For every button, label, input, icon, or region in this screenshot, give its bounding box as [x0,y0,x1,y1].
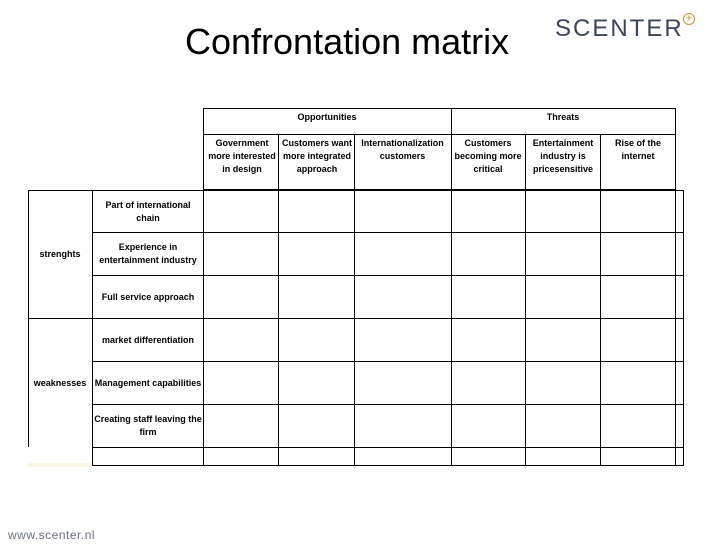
divider [92,447,684,448]
divider [278,134,279,190]
group-header-threats: Threats [546,111,580,122]
row-label-strength: Part of international chain [105,199,191,223]
divider [675,190,676,466]
divider [278,190,279,466]
row-group-label-weaknesses: weaknesses [33,377,87,388]
divider [354,134,355,190]
divider [92,465,684,466]
row-label-strength: Experience in entertainment industry [99,242,197,265]
row-label-weakness: Management capabilities [94,377,202,388]
column-header-opportunity: Internationalization customers [361,138,444,161]
divider [203,134,676,135]
divider [600,190,601,466]
divider [525,134,526,190]
decorative-strip [28,463,92,467]
page-title: Confrontation matrix [185,21,510,62]
row-group-label-strengths: strenghts [39,249,81,259]
divider [354,190,355,466]
scenter-logo: SCENTER [555,15,684,42]
website-url: www.scenter.nl [8,528,96,542]
row-label-weakness: Creating staff leaving the firm [94,414,202,437]
column-header-threat: Rise of the internet [614,138,661,161]
logo-emblem-icon: ⚜ [683,13,695,25]
divider [600,134,601,190]
divider [683,190,684,466]
row-label-weakness: market differentiation [101,334,195,345]
column-header-threat: Customers becoming more critical [454,138,522,174]
column-header-opportunity: Government more interested in design [208,138,276,174]
divider [451,190,452,466]
column-header-threat: Entertainment industry is pricesensitive [532,138,594,174]
row-label-strength: Full service approach [101,291,195,302]
divider [203,190,204,466]
divider [675,108,676,190]
divider [525,190,526,466]
group-header-opportunities: Opportunities [297,111,357,122]
column-header-opportunity: Customers want more integrated approach [281,138,352,174]
